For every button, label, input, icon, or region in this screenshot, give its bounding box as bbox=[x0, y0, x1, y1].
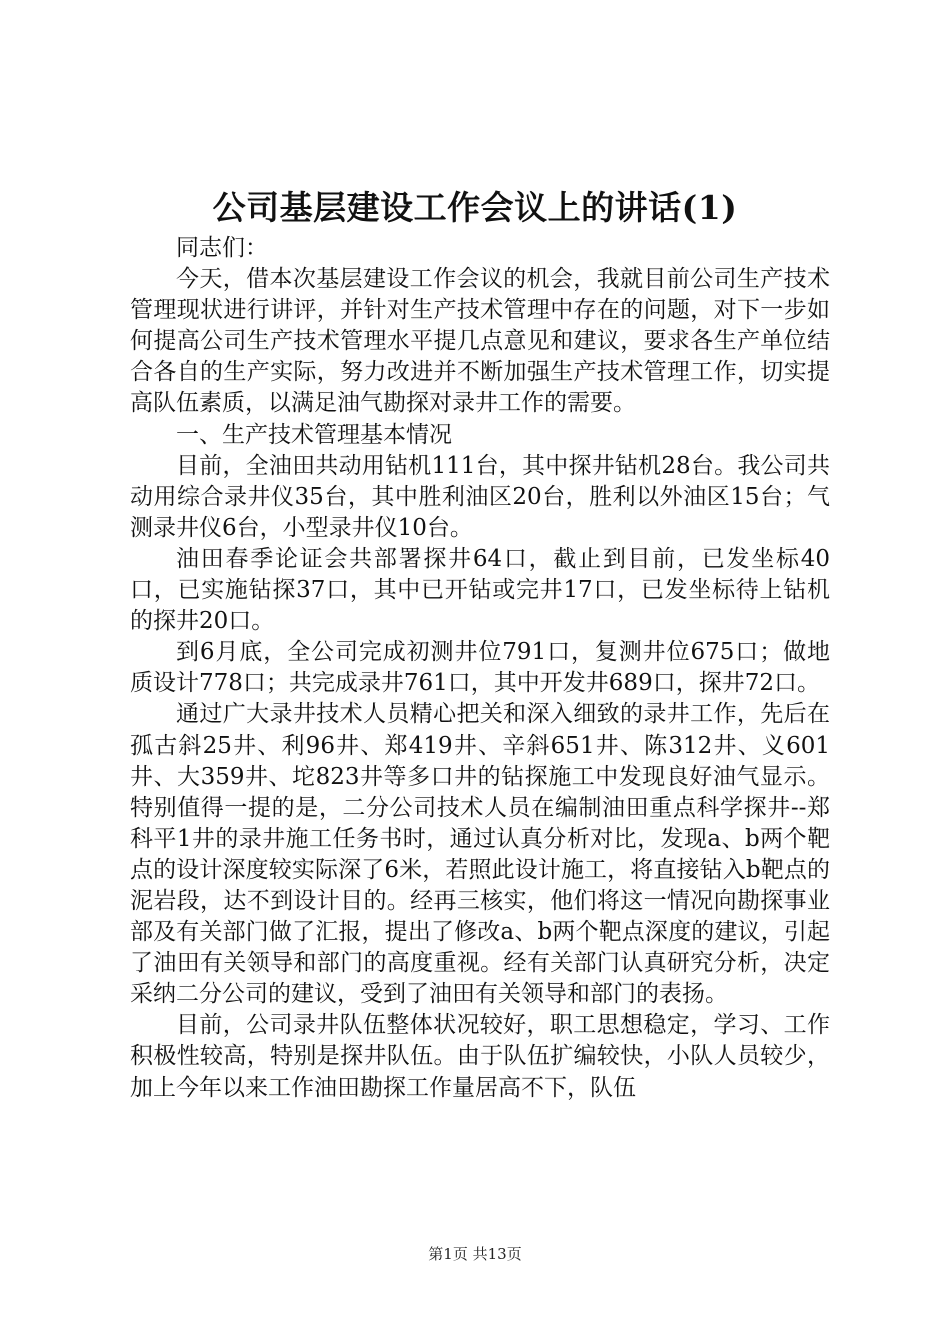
section-heading: 一、生产技术管理基本情况 bbox=[176, 421, 452, 448]
body-paragraph: 到6月底，全公司完成初测井位791口，复测井位675口；做地质设计778口；共完成录井761口，其中开发井689口，探井72口。 bbox=[130, 639, 830, 697]
body-paragraph: 油田春季论证会共部署探井64口，截止到目前，已发坐标40口，已实施钻探37口，其中已开钻或完井17口，已发坐标待上钻机的探井20口。 bbox=[130, 545, 830, 635]
page-number-footer: 第1页 共13页 bbox=[428, 1245, 522, 1263]
body-paragraph: 目前，全油田共动用钻机111台，其中探井钻机28台。我公司共动用综合录井仪35台，其中胜利油区20台，胜利以外油区15台；气测录井仪6台，小型录井仪10台。 bbox=[130, 452, 830, 541]
body-paragraph: 通过广大录井技术人员精心把关和深入细致的录井工作，先后在孤古斜25井、利96井、郑419井、辛斜651井、陈312井、义601井、大359井、坨823井等多口井的钻探施工中发现良好油气显示。特别值得一提的是，二分公司技术人员在编制油田重点科学探井--郑科平1井的录井施工任务书时，通过认真分析对比，发现a、b两个靶点的设计深度较实际深了6米，若照此设计施工，将直接钻入b靶点的泥岩段，达不到设计目的。经再三核实，他们将这一情况向勘探事业部及有关部门做了汇报，提出了修改a、b两个靶点深度的建议，引起了油田有关领导和部门的高度重视。经有关部门认真研究分析，决定采纳二分公司的建议，受到了油田有关领导和部门的表扬。 bbox=[130, 701, 830, 1008]
salutation-paragraph: 同志们： bbox=[176, 235, 268, 261]
document-title: 公司基层建设工作会议上的讲话(1) bbox=[212, 188, 738, 227]
document-body bbox=[130, 233, 830, 1104]
body-paragraph: 今天，借本次基层建设工作会议的机会，我就目前公司生产技术管理现状进行讲评，并针对生产技术管理中存在的问题，对下一步如何提高公司生产技术管理水平提几点意见和建议，要求各生产单位结合各自的生产实际，努力改进并不断加强生产技术管理工作，切实提高队伍素质，以满足油气勘探对录井工作的需要。 bbox=[130, 266, 830, 417]
body-paragraph: 目前，公司录井队伍整体状况较好，职工思想稳定，学习、工作积极性较高，特别是探井队伍。由于队伍扩编较快，小队人员较少，加上今年以来工作油田勘探工作量居高不下，队伍 bbox=[130, 1012, 830, 1101]
